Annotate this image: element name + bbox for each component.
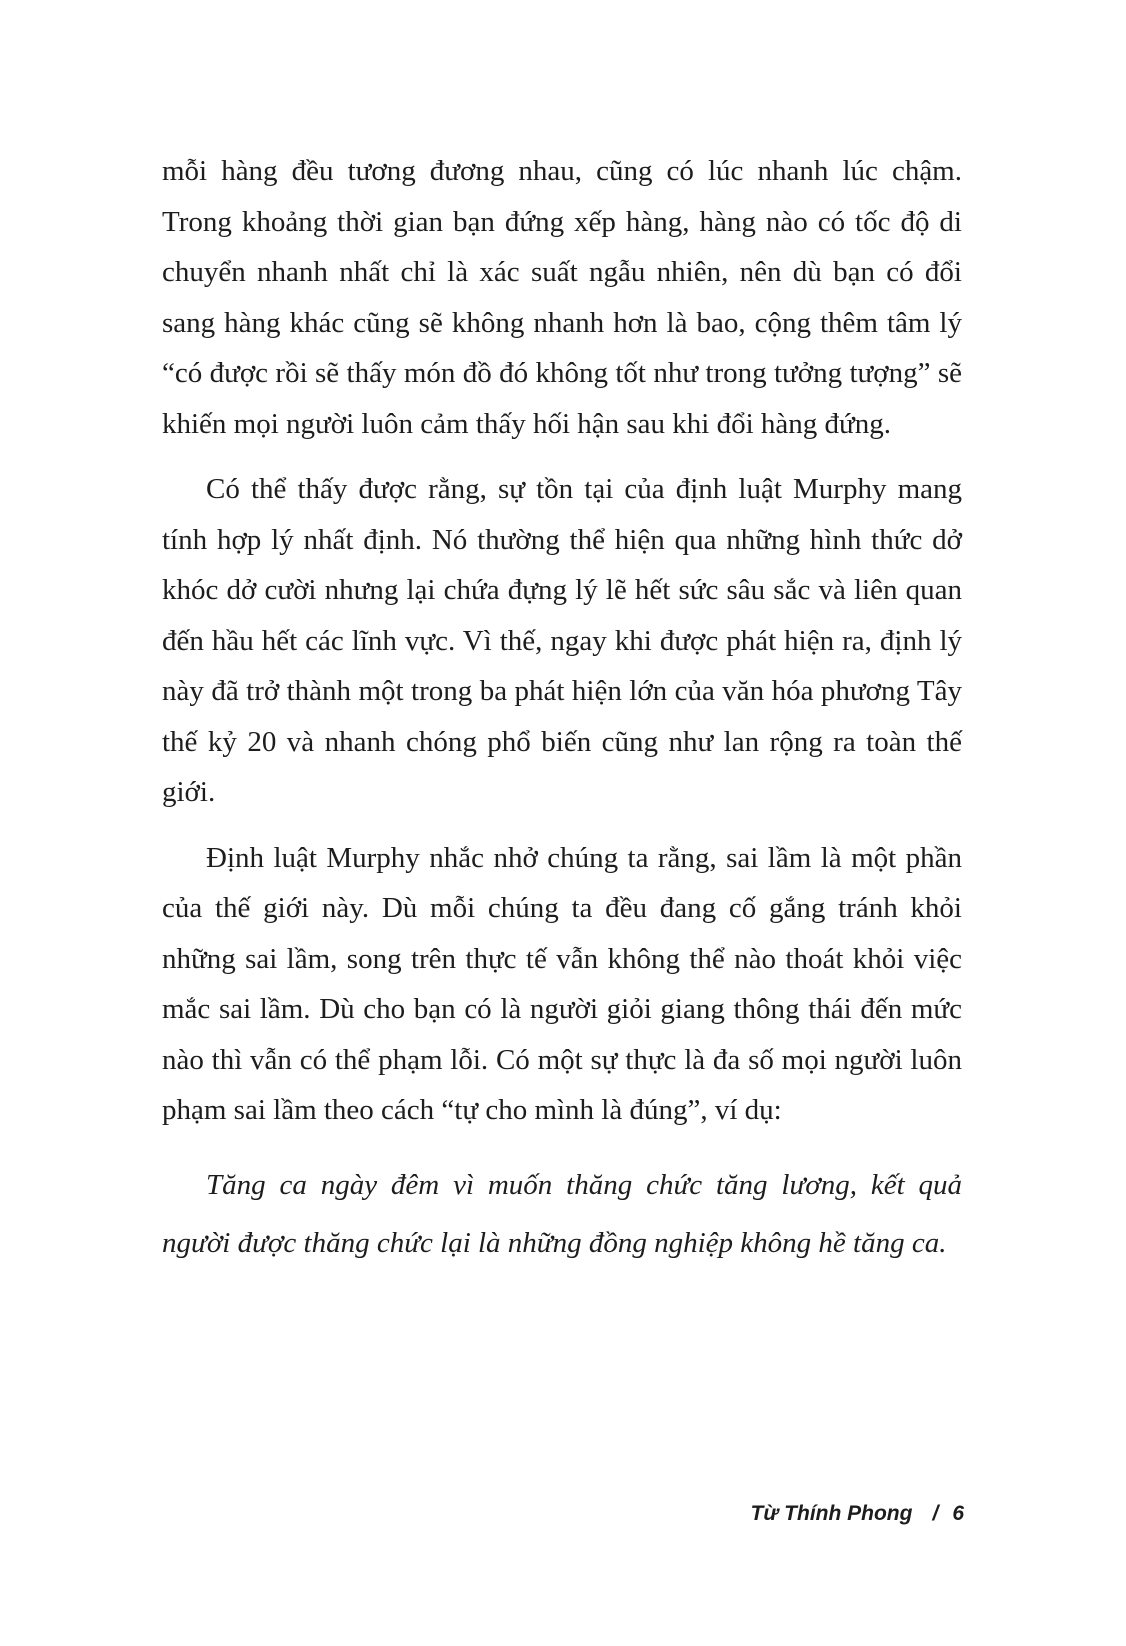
paragraph-continuation: mỗi hàng đều tương đương nhau, cũng có lúc nhanh lúc chậm. Trong khoảng thời gian bạn đứng xếp hàng, hàng nào có tốc độ di chuyển nhanh nhất chỉ là xác suất ngẫu nhiên, nên dù bạn có đổi sang hàng khác cũng sẽ không nhanh hơn là bao, cộng thêm tâm lý “có được rồi sẽ thấy món đồ đó không tốt như trong tưởng tượng” sẽ khiến mọi người luôn cảm thấy hối hận sau khi đổi hàng đứng. [162,155,962,440]
body-text [162,146,962,1272]
italic-example-quote: Tăng ca ngày đêm vì muốn thăng chức tăng lương, kết quả người được thăng chức lại là những đồng nghiệp không hề tăng ca. [162,1168,962,1259]
paragraph-murphy-rationality: Có thể thấy được rằng, sự tồn tại của định luật Murphy mang tính hợp lý nhất định. Nó thường thể hiện qua những hình thức dở khóc dở cười nhưng lại chứa đựng lý lẽ hết sức sâu sắc và liên quan đến hầu hết các lĩnh vực. Vì thế, ngay khi được phát hiện ra, định lý này đã trở thành một trong ba phát hiện lớn của văn hóa phương Tây thế kỷ 20 và nhanh chóng phổ biến cũng như lan rộng ra toàn thế giới. [162,473,962,808]
page-footer [751,1502,964,1526]
page-number: 6 [952,1502,964,1525]
paragraph-murphy-mistakes: Định luật Murphy nhắc nhở chúng ta rằng, sai lầm là một phần của thế giới này. Dù mỗi chúng ta đều đang cố gắng tránh khỏi những sai lầm, song trên thực tế vẫn không thể nào thoát khỏi việc mắc sai lầm. Dù cho bạn có là người giỏi giang thông thái đến mức nào thì vẫn có thể phạm lỗi. Có một sự thực là đa số mọi người luôn phạm sai lầm theo cách “tự cho mình là đúng”, ví dụ: [162,841,962,1126]
footer-separator: / [932,1502,939,1525]
footer-author: Từ Thính Phong [750,1502,913,1525]
